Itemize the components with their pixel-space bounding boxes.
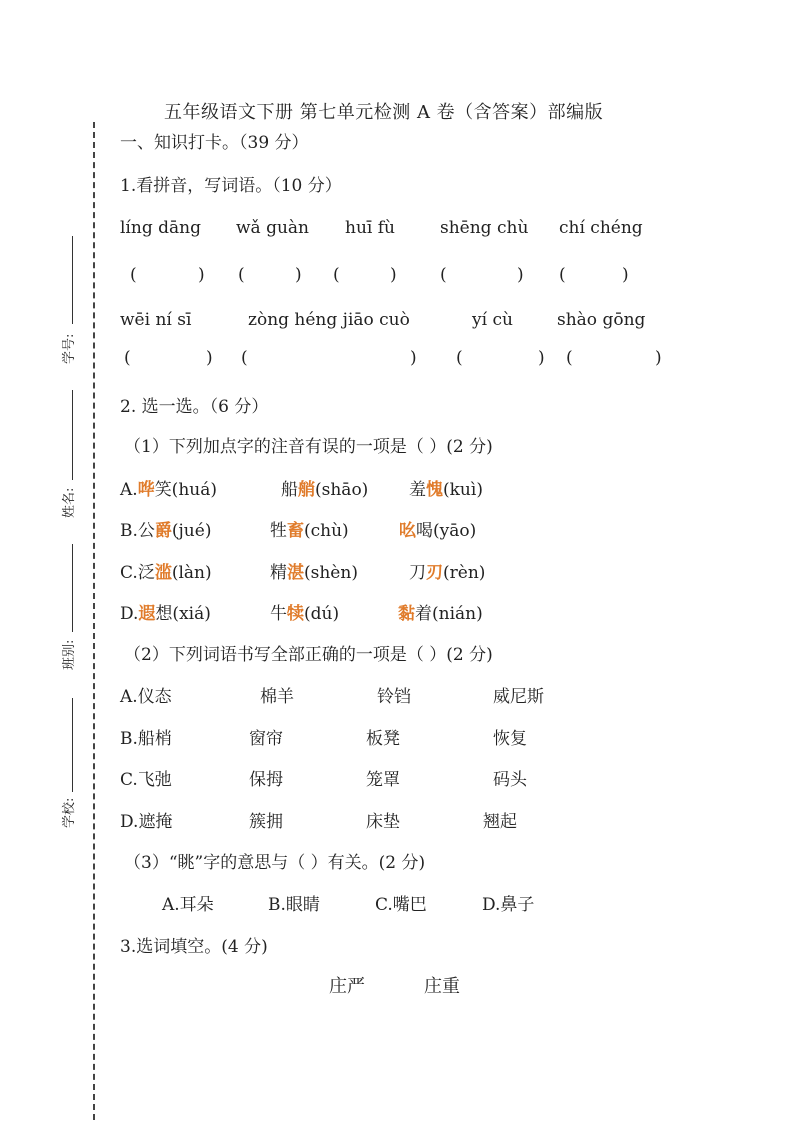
q2-sub3-prompt: （3）“眺”字的意思与（ ）有关。(2 分): [124, 853, 426, 873]
answer-box-5-open: (: [559, 265, 566, 285]
pinyin-hui-fu: huī fù: [345, 218, 395, 238]
word: 翘起: [483, 812, 517, 832]
plain-char: 公: [137, 521, 155, 541]
word-option-c: [120, 765, 172, 790]
plain-char: 牲: [270, 521, 287, 541]
dotted-char: 吆: [399, 521, 416, 541]
option-letter: B.: [120, 729, 138, 749]
side-field-class: [60, 544, 84, 684]
q3-heading: 3.选词填空。(4 分): [120, 937, 268, 957]
plain-char: 刀: [409, 563, 426, 583]
option-d: [120, 599, 211, 624]
word: 床垫: [366, 812, 400, 832]
pinyin-note: 想(xiá): [155, 604, 211, 624]
choice-word-1: 庄严: [329, 976, 365, 997]
q2-sub2-prompt: （2）下列词语书写全部正确的一项是（ ）(2 分): [124, 645, 493, 665]
sub3-option-a: A.耳朵: [162, 895, 214, 915]
option-letter: A.: [120, 480, 138, 500]
pinyin-note: (shāo): [315, 480, 369, 500]
q1-heading: 1.看拼音，写词语。（10 分）: [120, 176, 342, 196]
pinyin-chi-cheng: chí chéng: [559, 218, 643, 238]
option-letter: A.: [120, 687, 138, 707]
pinyin-ling-dang: líng dāng: [120, 218, 201, 238]
word: 飞弛: [137, 770, 172, 790]
word: 保拇: [249, 770, 283, 790]
option-a-item-3: [409, 475, 483, 500]
pinyin-zong-heng-jiao-cuo: zòng héng jiāo cuò: [248, 310, 410, 330]
word-option-b: [120, 724, 172, 749]
name-label: 姓名:: [62, 487, 77, 518]
sub3-option-d: D.鼻子: [482, 895, 535, 915]
option-d-item-3: [398, 599, 483, 624]
dotted-char: 遐: [138, 604, 156, 624]
binding-dashed-line: [93, 122, 95, 1120]
pinyin-sheng-chu: shēng chù: [440, 218, 529, 238]
dotted-char: 湛: [287, 563, 304, 583]
option-a: [120, 475, 217, 500]
answer-box-7-close: ): [410, 348, 417, 368]
pinyin-note: (chù): [304, 521, 349, 541]
class-blank: [72, 544, 73, 632]
option-letter: C.: [120, 770, 138, 790]
dotted-char: 愧: [426, 480, 443, 500]
answer-box-8-open: (: [456, 348, 463, 368]
school-blank: [72, 698, 73, 792]
option-b: [120, 516, 211, 541]
option-b-item-2: [270, 516, 349, 541]
answer-box-4-close: ): [517, 265, 524, 285]
choice-word-2: 庄重: [424, 976, 460, 997]
word: 铃铛: [377, 687, 411, 707]
dotted-char: 黏: [398, 604, 415, 624]
plain-char: 羞: [409, 480, 426, 500]
answer-box-2-close: ): [295, 265, 302, 285]
answer-box-9-open: (: [566, 348, 573, 368]
answer-box-9-close: ): [655, 348, 662, 368]
word: 码头: [493, 770, 527, 790]
answer-box-6-open: (: [124, 348, 131, 368]
word: 遮掩: [138, 812, 173, 832]
word: 簇拥: [249, 812, 283, 832]
pinyin-yi-cu: yí cù: [472, 310, 513, 330]
pinyin-wa-guan: wǎ guàn: [236, 218, 310, 238]
option-c-item-3: [409, 558, 485, 583]
word: 笼罩: [366, 770, 400, 790]
exam-title: 五年级语文下册 第七单元检测 A 卷（含答案）部编版: [164, 102, 604, 123]
section-1-heading: 一、知识打卡。（39 分）: [120, 133, 309, 153]
word-option-a: [120, 682, 172, 707]
option-c-item-2: [270, 558, 358, 583]
answer-box-7-open: (: [241, 348, 248, 368]
pinyin-note: (làn): [171, 563, 212, 583]
pinyin-note: (jué): [171, 521, 212, 541]
pinyin-note: (dú): [304, 604, 340, 624]
student-id-blank: [72, 236, 73, 324]
dotted-char: 畜: [287, 521, 304, 541]
plain-char: 船: [281, 480, 298, 500]
dotted-char: 犊: [287, 604, 304, 624]
pinyin-note: 笑(huá): [154, 480, 217, 500]
word-option-d: [120, 807, 172, 832]
word: 窗帘: [249, 729, 283, 749]
dotted-char: 滥: [154, 563, 172, 583]
pinyin-shao-gong: shào gōng: [557, 310, 646, 330]
word: 船梢: [137, 729, 172, 749]
school-label: 学校:: [62, 797, 77, 828]
dotted-char: 哗: [137, 480, 155, 500]
q2-heading: 2. 选一选。（6 分）: [120, 397, 269, 417]
pinyin-note: 喝(yāo): [416, 521, 477, 541]
class-label: 班别:: [62, 639, 77, 670]
answer-box-1-open: (: [130, 265, 137, 285]
option-c: [120, 558, 212, 583]
option-d-item-2: [270, 599, 339, 624]
option-letter: B.: [120, 521, 138, 541]
answer-box-2-open: (: [238, 265, 245, 285]
dotted-char: 爵: [154, 521, 172, 541]
pinyin-wei-ni-si: wēi ní sī: [120, 310, 192, 330]
word: 威尼斯: [493, 687, 544, 707]
option-letter: D.: [120, 604, 139, 624]
sub3-option-c: C.嘴巴: [375, 895, 427, 915]
option-letter: D.: [120, 812, 139, 832]
side-field-name: [60, 390, 84, 530]
answer-box-3-close: ): [390, 265, 397, 285]
plain-char: 泛: [137, 563, 155, 583]
word: 仪态: [137, 687, 172, 707]
answer-box-4-open: (: [440, 265, 447, 285]
sub3-option-b: B.眼睛: [268, 895, 320, 915]
pinyin-note: 着(nián): [415, 604, 483, 624]
pinyin-note: (shèn): [304, 563, 358, 583]
side-field-school: [60, 698, 84, 838]
plain-char: 牛: [270, 604, 287, 624]
word: 板凳: [366, 729, 400, 749]
side-field-student-id: [60, 236, 84, 376]
answer-box-6-close: ): [206, 348, 213, 368]
option-letter: C.: [120, 563, 138, 583]
answer-box-3-open: (: [333, 265, 340, 285]
answer-box-5-close: ): [622, 265, 629, 285]
plain-char: 精: [270, 563, 287, 583]
word: 恢复: [493, 729, 527, 749]
option-b-item-3: [399, 516, 476, 541]
name-blank: [72, 390, 73, 480]
word: 棉羊: [260, 687, 294, 707]
answer-box-1-close: ): [198, 265, 205, 285]
student-id-label: 学号:: [62, 333, 77, 364]
dotted-char: 刃: [426, 563, 443, 583]
answer-box-8-close: ): [538, 348, 545, 368]
option-a-item-2: [281, 475, 368, 500]
pinyin-note: (rèn): [443, 563, 486, 583]
dotted-char: 艄: [298, 480, 315, 500]
pinyin-note: (kuì): [443, 480, 483, 500]
q2-sub1-prompt: （1）下列加点字的注音有误的一项是（ ）(2 分): [124, 437, 493, 457]
